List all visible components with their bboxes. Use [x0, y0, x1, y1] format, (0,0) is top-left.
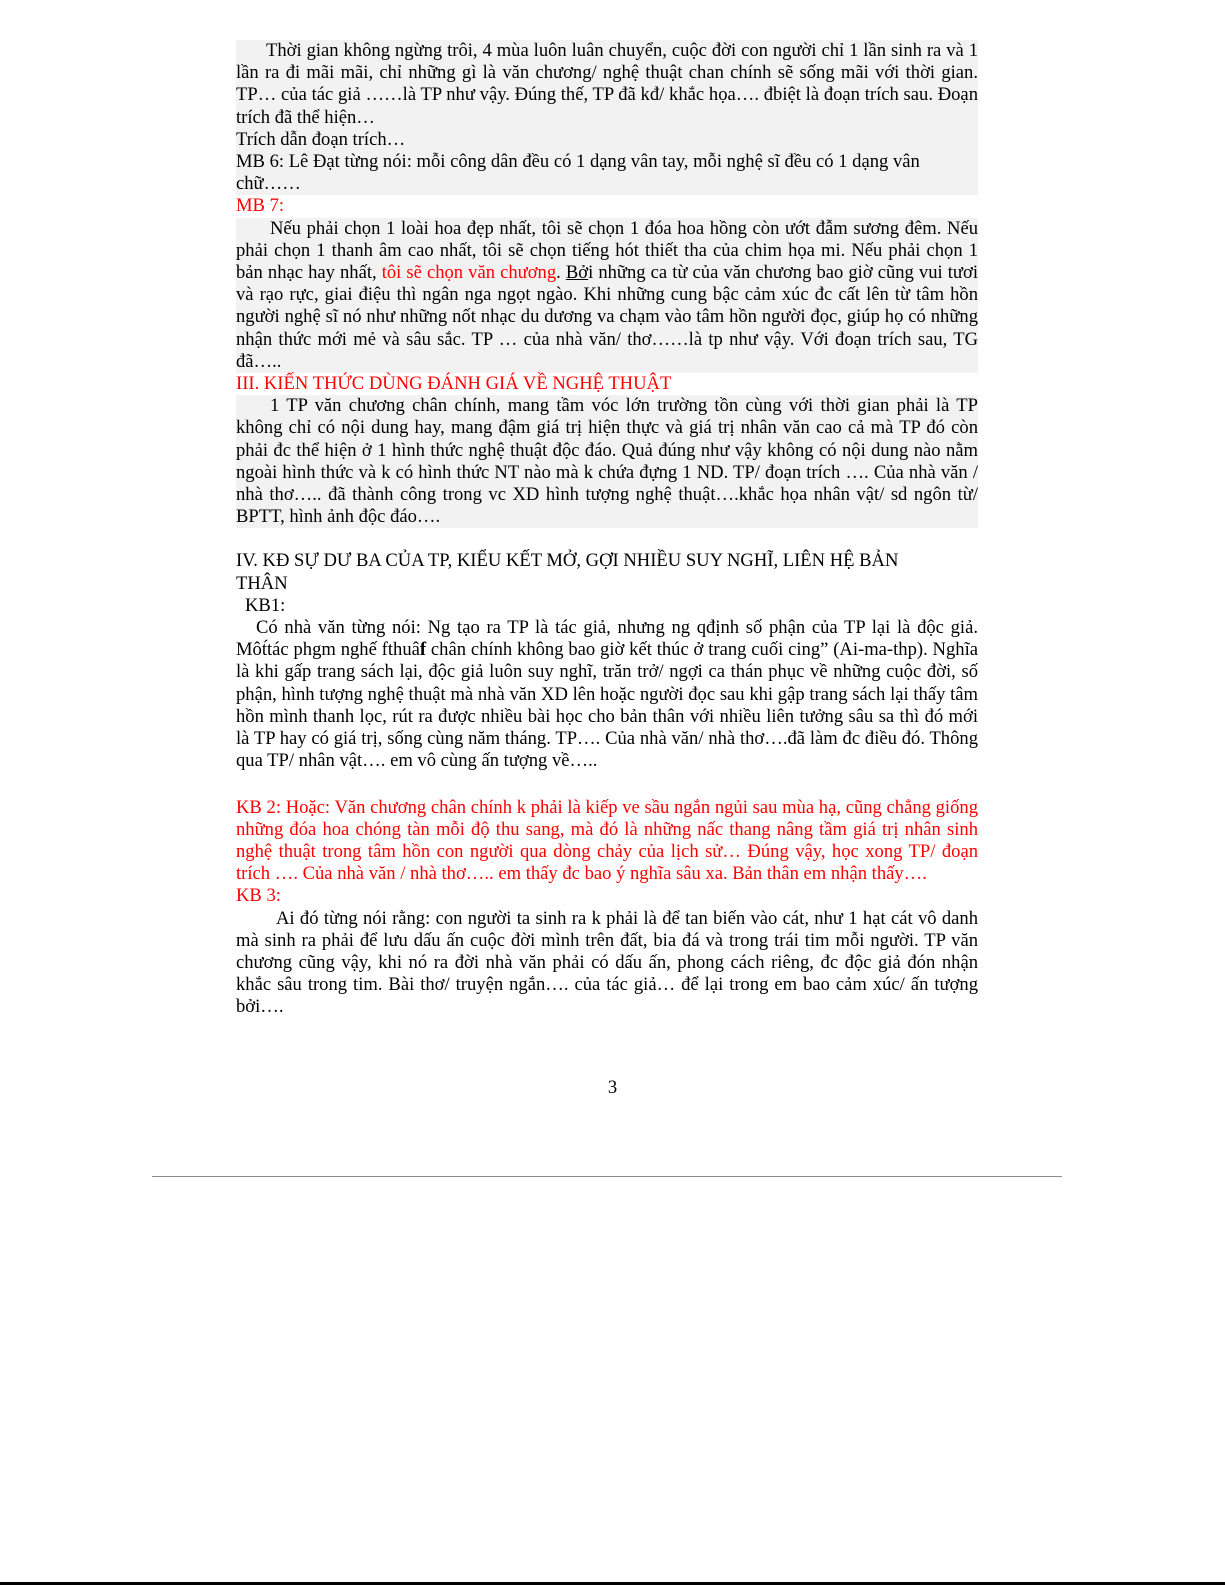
- paragraph-quote-note: Trích dẫn đoạn trích…: [236, 129, 978, 151]
- heading-kb1: KB1:: [245, 594, 286, 616]
- paragraph-intro: Thời gian không ngừng trôi, 4 mùa luôn luân chuyển, cuộc đời con người chỉ 1 lần sinh ra và 1 lần ra đi mãi mãi, chỉ những gì là văn chương/ nghệ thuật chan chính sẽ sống mãi với thời gian. TP… của tác giả ……là TP như vậy. Đúng thế, TP đã kđ/ khắc họa…. đbiệt là đoạn trích sau. Đoạn trích đã thể hiện…: [236, 40, 978, 128]
- mb7-text-b: i những ca từ của văn chương bao giờ cũng vui tươi và rạo rực, giai điệu thì ngân nga ngọt ngào. Khi những cung bậc cảm xúc đc cất lên từ tâm hồn người nghệ sĩ nó như những nốt nhạc du dương va chạm vào tâm hồn người đọc, giúp họ có những nhận thức mới mẻ và sâu sắc. TP … của nhà văn/ thơ……là tp như vậy. Với đoạn trích sau, TG đã…..: [236, 262, 978, 372]
- mb7-red-phrase: tôi sẽ chọn văn chương: [381, 262, 557, 284]
- mb7-underlined: Bở: [565, 262, 589, 284]
- paragraph-kb3: Ai đó từng nói rằng: con người ta sinh ra k phải là để tan biến vào cát, như 1 hạt cát vô danh mà sinh ra phải để lưu dấu ấn cuộc đời mình trên đất, bia đá và trong trái tim mỗi người. TP văn chương cũng vậy, khi nó ra đời nhà văn phải có dấu ấn, phong cách riêng, đc độc giả đón nhận khắc sâu trong tim. Bài thơ/ truyện ngắn…. của tác giả… để lại trong em bao cảm xúc/ ấn tượng bởi….: [236, 907, 978, 1018]
- kb1-text-a: Có nhà văn từng nói: Ng tạo ra TP là tác giả, nhưng ng qđịnh số phận của TP lại là độc giả. Môt́tác phgm nghế fthuâ: [236, 617, 978, 661]
- page-number: 3: [607, 1077, 618, 1098]
- mb7-text-a: Nếu phải chọn 1 loài hoa đẹp nhất, tôi sẽ chọn 1 đóa hoa hồng còn ướt đẫm sương đêm. Nếu phải chọn 1 thanh âm cao nhất, tôi sẽ chọn tiếng hót thiết tha của chim họa mi. Nếu phải chọn 1 bản nhạc hay nhất,: [236, 217, 978, 284]
- heading-kb3: KB 3:: [236, 885, 281, 907]
- spacer: [236, 528, 978, 550]
- heading-section-3: III. KIẾN THỨC DÙNG ĐÁNH GIÁ VỀ NGHỆ THUẬT: [236, 373, 672, 395]
- paragraph-kb2: KB 2: Hoặc: Văn chương chân chính k phải là kiếp ve sầu ngắn ngủi sau mùa hạ, cũng chẳng giống những đóa hoa chóng tàn mỗi độ thu sang, mà đó là những nấc thang nâng tầm giá trị nhân sinh nghệ thuật trong tâm hồn con người qua dòng chảy của lịch sử… Đúng vậy, học xong TP/ đoạn trích …. Của nhà văn / nhà thơ….. em thấy đc bao ý nghĩa sâu xa. Bản thân em nhận thấy….: [236, 796, 978, 885]
- page-separator-line: [152, 1176, 1062, 1177]
- paragraph-mb6: MB 6: Lê Đạt từng nói: mỗi công dân đều có 1 dạng vân tay, mỗi nghệ sĩ đều có 1 dạng vân chữ……: [236, 151, 978, 195]
- kb1-text-b: chân chính không bao giờ kết thúc ở trang cuối cing” (Ai-ma-thp). Nghĩa là khi gấp trang sách lại, độc giả luôn suy nghĩ, trăn trở/ ngợi ca thán phục về những cuộc đời, số phận, hình tượng nghệ thuật mà nhà văn XD lên hoặc người đọc sau khi gập trang sách lại thấy tâm hồn mình thanh lọc, rút ra được nhiều bài học cho bản thân với nhiều liên tưởng sâu sa thì đó mới là TP hay có giá trị, sống cùng năm tháng. TP…. Của nhà văn/ nhà thơ….đã làm đc điều đó. Thông qua TP/ nhân vật…. em vô cùng ấn tượng về…..: [236, 639, 978, 772]
- kb1-bold-f: f: [419, 639, 427, 661]
- heading-section-4: IV. KĐ SỰ DƯ BA CỦA TP, KIỂU KẾT MỞ, GỢI NHIỀU SUY NGHĨ, LIÊN HỆ BẢN THÂN: [236, 550, 899, 594]
- paragraph-section-3: 1 TP văn chương chân chính, mang tầm vóc lớn trường tồn cùng với thời gian phải là TP không chỉ có nội dung hay, mang đậm giá trị hiện thực và giá trị nhân văn cao cả mà TP đó còn phải đc thể hiện ở 1 hình thức nghệ thuật độc đáo. Quả đúng như vậy không có nội dung nào nằm ngoài hình thức và k có hình thức NT nào mà k chứa đựng 1 ND. TP/ đoạn trích …. Của nhà văn / nhà thơ….. đã thành công trong vc XD hình tượng nghệ thuật….khắc họa nhân vật/ sd ngôn từ/ BPTT, hình ảnh độc đáo….: [236, 395, 978, 528]
- mb7-dot: .: [556, 262, 566, 284]
- document-page: [236, 40, 978, 1019]
- paragraph-mb7: [236, 218, 978, 373]
- spacer: [236, 773, 978, 797]
- paragraph-kb1: [236, 617, 978, 772]
- heading-mb7: MB 7:: [236, 195, 285, 217]
